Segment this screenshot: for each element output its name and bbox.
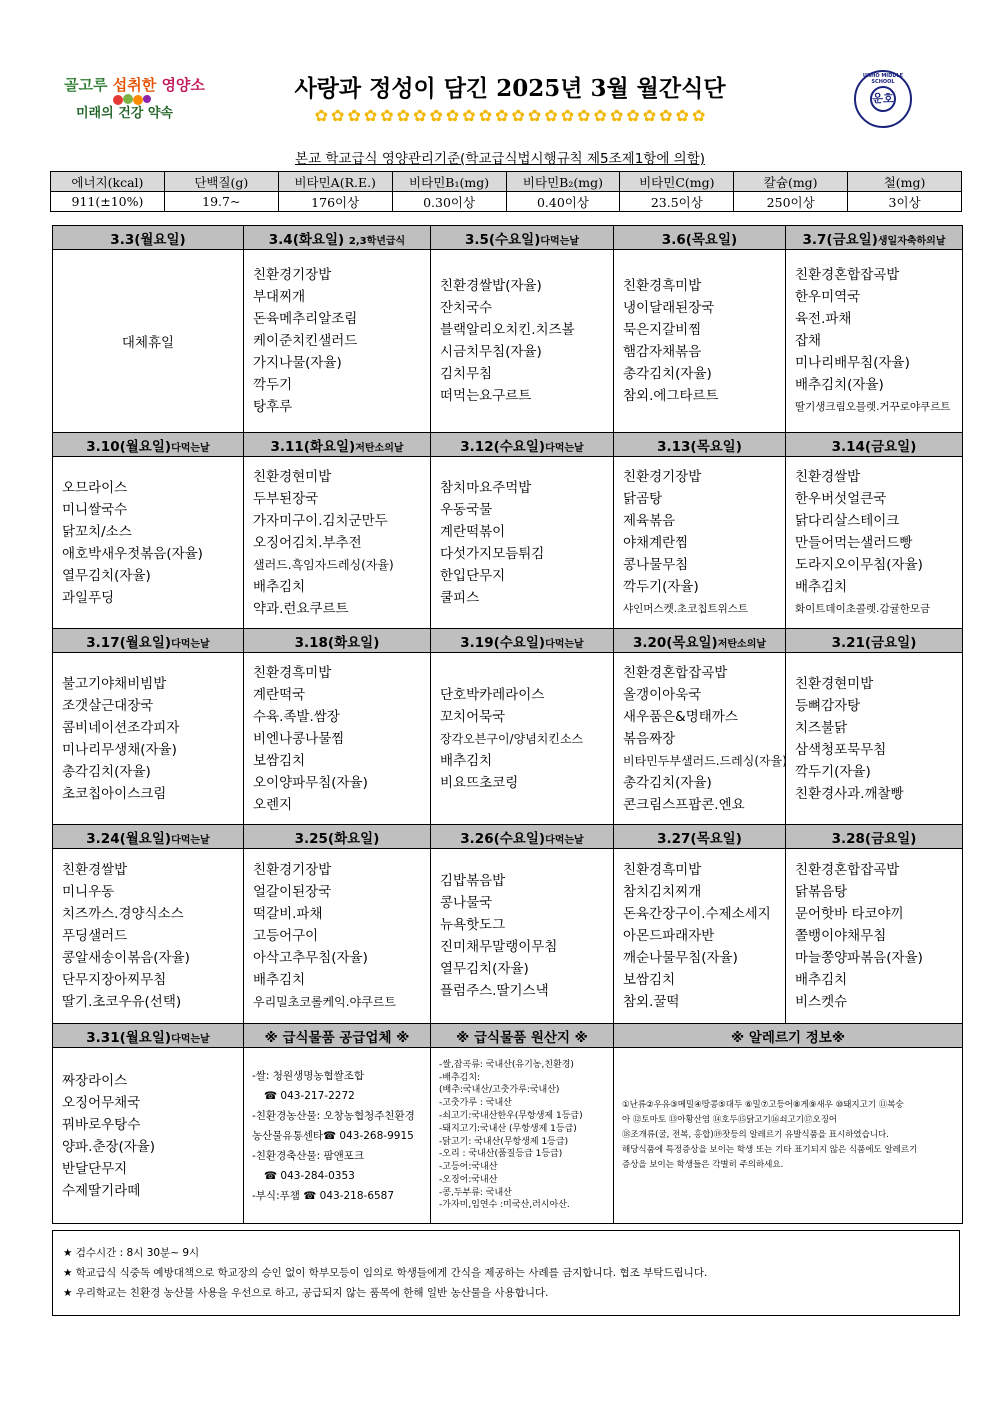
menu-items	[253, 264, 430, 418]
logo-text-4: 미래의 건강 약속	[76, 106, 173, 121]
menu-item: 닭다리살스테이크	[795, 512, 900, 529]
menu-item: 블랙알리오치킨.치즈볼	[440, 322, 575, 338]
menu-item: 시금치무침(자율)	[440, 344, 542, 360]
day-header	[786, 226, 963, 250]
nutrient-value: 176이상	[278, 192, 392, 212]
day-menu-cell	[614, 653, 786, 825]
nutrient-header: 칼슘(mg)	[734, 172, 848, 192]
menu-item: 우리밀초코롤케익.야쿠르트	[253, 995, 396, 1009]
menu-item: 묵은지갈비찜	[623, 322, 702, 338]
day-header	[431, 433, 614, 457]
menu-item: 잡채	[795, 333, 822, 349]
logo-text-3: 영양소	[161, 76, 205, 94]
origin-line: -고등어:국내산	[439, 1162, 498, 1173]
day-date: 3.31(월요일)	[86, 1029, 172, 1046]
menu-item: 김치무침	[440, 366, 493, 382]
nutrient-value: 19.7~	[164, 192, 278, 212]
menu-item: 돈육메추리알조림	[253, 311, 358, 327]
school-seal	[854, 70, 912, 128]
menu-item: 탕후루	[253, 399, 293, 415]
day-date: 3.27(목요일)	[657, 830, 742, 847]
menu-item: 등뼈감자탕	[795, 697, 861, 714]
menu-item: 떠먹는요구르트	[440, 388, 532, 404]
menu-items	[795, 264, 962, 418]
menu-item: 단호박카레라이스	[440, 686, 545, 703]
nutrient-header: 비타민B₁(mg)	[392, 172, 506, 192]
menu-item: 한입단무지	[440, 567, 506, 584]
supplier-header: ※ 급식물품 공급업체 ※	[244, 1024, 431, 1048]
menu-item: 비요뜨초코링	[440, 774, 519, 791]
day-header	[614, 825, 786, 849]
day-header	[786, 825, 963, 849]
day-menu-cell	[53, 457, 244, 629]
menu-item: 수육.족발.쌈장	[253, 708, 340, 725]
menu-items	[623, 466, 785, 620]
menu-item: 오므라이스	[62, 479, 128, 496]
allergy-header: ※ 알레르기 정보※	[614, 1024, 963, 1048]
day-menu-cell	[786, 250, 963, 433]
menu-item: 떡갈비.파채	[253, 906, 323, 922]
day-header	[431, 226, 614, 250]
day-header	[244, 629, 431, 653]
menu-item: 다섯가지모듬튀김	[440, 545, 545, 562]
menu-item: 계란떡국	[253, 686, 306, 703]
day-date: 3.21(금요일)	[831, 634, 917, 651]
menu-item: 친환경흑미밥	[253, 664, 332, 681]
day-header	[786, 433, 963, 457]
menu-item: 친환경흑미밥	[623, 278, 702, 294]
day-date: 3.4(화요일)	[268, 231, 349, 248]
seal-center-text: 운호	[870, 86, 896, 112]
day-menu-cell	[614, 457, 786, 629]
day-date: 3.10(월요일)	[86, 438, 172, 455]
menu-item: 열무김치(자율)	[440, 961, 529, 977]
menu-item: 배추김치	[795, 578, 848, 595]
page-title: 사랑과 정성이 담긴 2025년 3월 월간식단	[294, 75, 726, 102]
menu-item: 푸딩샐러드	[62, 928, 128, 944]
menu-item: 김밥볶음밥	[440, 873, 506, 889]
allergy-line: 아 ⑫토마토 ⑬아황산염 ⑭호두⑮닭고기⑯쇠고기⑰오징어	[622, 1115, 838, 1125]
menu-item-dessert: 화이트데이초콜렛.감귤한모금	[795, 602, 931, 615]
menu-items	[253, 859, 430, 1013]
menu-item: 샐러드.흑임자드레싱(자율)	[253, 557, 394, 572]
day-menu-cell	[786, 457, 963, 629]
menu-item: 총각김치(자율)	[62, 763, 151, 780]
menu-item: 삼색청포묵무침	[795, 741, 887, 758]
notice-snack-policy: ★ 학교급식 식중독 예방대책으로 학교장의 승인 없이 학부모등이 임의로 학생들에게 간식을 제공하는 사례를 금지합니다. 협조 부탁드립니다.	[63, 1267, 708, 1279]
menu-item: 쿨피스	[440, 589, 480, 606]
menu-item: 고등어구이	[253, 928, 319, 944]
day-note: 다먹는날	[171, 638, 210, 650]
nutrient-value: 911(±10%)	[51, 192, 165, 212]
supplier-line: ☎ 043-217-2272	[264, 1089, 355, 1102]
menu-item: 친환경혼합잡곡밥	[795, 862, 900, 878]
menu-items	[62, 477, 243, 609]
menu-item: 콩나물국	[440, 895, 493, 911]
menu-item: 잔치국수	[440, 300, 493, 316]
menu-item: 미나리배무침(자율)	[795, 355, 910, 371]
menu-item: 친환경현미밥	[253, 468, 332, 485]
notice-inspection-time: ★ 검수시간 : 8시 30분~ 9시	[63, 1247, 200, 1259]
menu-item: 배추김치	[253, 578, 306, 595]
menu-item: 친환경사과.깨찰빵	[795, 785, 904, 802]
menu-item: 수제딸기라떼	[62, 1182, 141, 1199]
menu-item: 진미채무말랭이무침	[440, 939, 558, 955]
menu-item: 친환경흑미밥	[623, 862, 702, 878]
supplier-line: -친환경농산물: 오창농협청주친환경	[252, 1109, 415, 1122]
menu-item: 제육볶음	[623, 512, 676, 529]
origin-cell	[431, 1048, 614, 1224]
menu-item: 미니쌀국수	[62, 501, 128, 518]
menu-item: 깨순나물무침(자율)	[623, 950, 738, 966]
menu-item: 쫄뱅이야채무침	[795, 928, 887, 944]
allergy-line: 증상을 보이는 학생들은 각별히 주의하세요.	[622, 1160, 784, 1170]
nutrient-value: 23.5이상	[620, 192, 734, 212]
day-menu-cell	[244, 457, 431, 629]
menu-item: 보쌈김치	[623, 972, 676, 988]
day-header	[614, 226, 786, 250]
menu-item: 치즈까스.경양식소스	[62, 906, 184, 922]
day-date: 3.7(금요일)	[802, 231, 878, 248]
day-menu-cell	[244, 653, 431, 825]
menu-item: 애호박새우젓볶음(자율)	[62, 545, 203, 562]
supplier-line: -친환경축산물: 팜앤포크	[252, 1149, 365, 1162]
day-date: 3.3(월요일)	[110, 231, 186, 248]
day-note: 생일자축하의날	[877, 235, 946, 247]
nutrient-value: 3이상	[848, 192, 962, 212]
menu-items	[440, 477, 613, 609]
menu-item: 도라지오이무침(자율)	[795, 556, 923, 573]
menu-item: 참외.꿀떡	[623, 994, 680, 1010]
nutrition-standard-title: 본교 학교급식 영양관리기준(학교급식법시행규칙 제5조제1항에 의함)	[294, 151, 706, 167]
menu-item: 꿔바로우탕수	[62, 1116, 141, 1133]
supplier-list	[252, 1066, 430, 1206]
logo-text-2: 섭취한	[112, 76, 157, 94]
supplier-line: ☎ 043-284-0353	[264, 1169, 355, 1182]
menu-item: 육전.파채	[795, 311, 852, 327]
day-menu-cell	[53, 849, 244, 1024]
seal-ring-text: UNHO MIDDLE SCHOOL	[862, 73, 904, 85]
day-header	[614, 629, 786, 653]
menu-items	[62, 859, 243, 1013]
nutrient-value: 0.30이상	[392, 192, 506, 212]
menu-item: 계란떡볶이	[440, 523, 506, 540]
menu-item: 오렌지	[253, 796, 293, 813]
supplier-line: -쌀: 청원생명농협쌀조합	[252, 1069, 365, 1082]
origin-line: -쌀,잡곡류: 국내산(유기농,친환경)	[439, 1059, 574, 1070]
notice-eco-produce: ★ 우리학교는 친환경 농산물 사용을 우선으로 하고, 공급되지 않는 품목에 한해 일반 농산물을 사용합니다.	[63, 1287, 549, 1299]
menu-item: 닭꼬치/소스	[62, 523, 132, 540]
menu-item: 배추김치	[253, 972, 306, 988]
menu-item: 비스켓슈	[795, 994, 848, 1010]
menu-item: 비타민두부샐러드.드레싱(자율)	[623, 753, 787, 768]
menu-item: 총각김치(자율)	[623, 366, 712, 382]
menu-item: 마늘쫑양파볶음(자율)	[795, 950, 923, 966]
menu-item: 반달단무지	[62, 1160, 128, 1177]
menu-item: 야채계란찜	[623, 534, 689, 551]
menu-item: 친환경현미밥	[795, 675, 874, 692]
supplier-cell	[244, 1048, 431, 1224]
day-header	[614, 433, 786, 457]
menu-item: 부대찌개	[253, 289, 306, 305]
day-header	[53, 226, 244, 250]
day-date: 3.25(화요일)	[294, 830, 380, 847]
menu-items	[62, 1070, 243, 1202]
menu-item-dessert: 딸기생크림오믈렛.거꾸로야쿠르트	[795, 401, 951, 413]
menu-item: 새우품은&명태까스	[623, 708, 738, 725]
monthly-menu-table	[52, 225, 963, 1224]
origin-line: (배추:국내산/고춧가루:국내산)	[439, 1085, 560, 1096]
day-header	[431, 825, 614, 849]
day-date: 3.28(금요일)	[831, 830, 917, 847]
menu-item: 돈육간장구이.수제소세지	[623, 906, 771, 922]
menu-item: 우동국물	[440, 501, 493, 518]
day-date: 3.17(월요일)	[86, 634, 172, 651]
day-cell-3-31	[53, 1048, 244, 1224]
day-header	[53, 629, 244, 653]
origin-list	[439, 1059, 613, 1213]
menu-items	[795, 859, 962, 1013]
day-menu-cell	[614, 849, 786, 1024]
allergy-line: 해당식품에 특정증상을 보이는 학생 또는 기타 표기되지 않은 식품에도 알레르기	[622, 1145, 918, 1155]
logo-text-1: 골고루	[64, 76, 108, 94]
allergy-line: ①난류②우유③메밀④땅콩⑤대두 ⑥밀⑦고등어⑧게⑨새우 ⑩돼지고기 ⑪복숭	[622, 1100, 904, 1110]
origin-line: -가자미,임연수 :미국산,러시아산.	[439, 1200, 570, 1211]
week-rows	[53, 226, 963, 1024]
day-date: 3.20(목요일)	[632, 634, 718, 651]
menu-item: 콩알새송이볶음(자율)	[62, 950, 190, 966]
menu-item: 올갱이아욱국	[623, 686, 702, 703]
day-note: 다먹는날	[545, 442, 584, 454]
day-date: 3.13(목요일)	[657, 438, 742, 455]
day-header	[244, 226, 431, 250]
menu-item: 콘크림스프팝콘.엔요	[623, 796, 745, 813]
menu-item: 조갯살근대장국	[62, 697, 154, 714]
day-note: 다먹는날	[545, 834, 584, 846]
menu-item: 햄감자채볶음	[623, 344, 702, 360]
supplier-line: -부식:푸챔 ☎ 043-218-6587	[252, 1189, 395, 1202]
menu-item: 참외.에그타르트	[623, 388, 719, 404]
menu-item: 케이준치킨샐러드	[253, 333, 358, 349]
menu-item: 아삭고추무침(자율)	[253, 950, 368, 966]
day-menu-cell	[786, 653, 963, 825]
day-date: 3.6(목요일)	[661, 231, 738, 248]
day-note: 다먹는날	[171, 442, 210, 454]
menu-items	[253, 662, 430, 816]
menu-items	[795, 466, 962, 620]
menu-item: 오이양파무침(자율)	[253, 774, 368, 791]
menu-item: 참치김치찌개	[623, 884, 702, 900]
menu-items	[623, 859, 785, 1013]
menu-items	[440, 870, 613, 1002]
menu-item: 딸기.초코우유(선택)	[62, 994, 182, 1010]
menu-item: 뉴욕핫도그	[440, 917, 506, 933]
day-menu-cell	[244, 849, 431, 1024]
day-date: 3.26(수요일)	[460, 830, 546, 847]
menu-item: 불고기야채비빔밥	[62, 675, 167, 692]
menu-item: 얼갈이된장국	[253, 884, 332, 900]
origin-line: -오리 : 국내산(품질등급 1등급)	[439, 1149, 563, 1160]
menu-items	[62, 673, 243, 805]
menu-item: 친환경쌀밥	[62, 862, 128, 878]
day-header	[786, 629, 963, 653]
menu-items	[623, 275, 785, 407]
menu-item: 배추김치(자율)	[795, 377, 884, 393]
nutrition-standard-table	[50, 171, 962, 212]
menu-item: 양파.춘장(자율)	[62, 1138, 156, 1155]
menu-item: 두부된장국	[253, 490, 319, 507]
menu-item: 콩나물무침	[623, 556, 689, 573]
menu-item: 친환경기장밥	[623, 468, 702, 485]
menu-item: 한우미역국	[795, 289, 861, 305]
origin-line: -닭고기: 국내산(무항생제 1등급)	[439, 1136, 569, 1147]
menu-item: 닭볶음탕	[795, 884, 848, 900]
day-date: 3.24(월요일)	[86, 830, 172, 847]
day-header	[53, 825, 244, 849]
menu-item: 짜장라이스	[62, 1072, 128, 1089]
day-menu-cell: 대체휴일	[53, 250, 244, 433]
allergy-cell	[614, 1048, 963, 1224]
menu-item: 열무김치(자율)	[62, 567, 151, 584]
day-date: 3.18(화요일)	[294, 634, 380, 651]
menu-item: 만들어먹는샐러드빵	[795, 534, 913, 551]
menu-item: 미니우동	[62, 884, 115, 900]
nutrient-value: 0.40이상	[506, 192, 620, 212]
day-menu-cell	[431, 250, 614, 433]
menu-item: 플럼주스.딸기스낵	[440, 983, 549, 999]
origin-header: ※ 급식물품 원산지 ※	[431, 1024, 614, 1048]
menu-items	[253, 466, 430, 620]
allergy-list	[622, 1098, 956, 1173]
origin-line: -돼지고기:국내산 (무항생제 1등급)	[439, 1123, 577, 1134]
allergy-line: ⑱조개류(굴, 전복, 홍합)⑲잣등의 알레르기 유발식품을 표시하였습니다.	[622, 1130, 889, 1140]
day-menu-cell	[431, 653, 614, 825]
origin-line: -콩,두부류: 국내산	[439, 1187, 512, 1198]
day-note: 저탄소의날	[355, 442, 404, 454]
menu-item-dessert: 샤인머스켓.초코칩트위스트	[623, 602, 749, 615]
menu-item: 총각김치(자율)	[623, 774, 712, 791]
menu-item: 깍두기	[253, 377, 293, 393]
menu-item: 문어핫바 타코야끼	[795, 906, 904, 922]
menu-item: 과일푸딩	[62, 589, 115, 606]
menu-item: 보쌈김치	[253, 752, 306, 769]
menu-item: 친환경쌀밥	[795, 468, 861, 485]
nutrient-header: 단백질(g)	[164, 172, 278, 192]
nutrient-header: 철(mg)	[848, 172, 962, 192]
menu-item: 치즈불닭	[795, 719, 848, 736]
day-header	[431, 629, 614, 653]
menu-item: 오징어김치.부추전	[253, 534, 362, 551]
day-menu-cell	[431, 849, 614, 1024]
menu-item: 약과.런요쿠르트	[253, 600, 349, 617]
day-date: 3.12(수요일)	[460, 438, 546, 455]
nutrient-header: 에너지(kcal)	[51, 172, 165, 192]
menu-items	[795, 673, 962, 805]
origin-line: -고춧가루 : 국내산	[439, 1098, 512, 1109]
menu-item: 가자미구이.김치군만두	[253, 512, 388, 529]
menu-item: 배추김치	[440, 752, 493, 769]
menu-item: 닭곰탕	[623, 490, 663, 507]
menu-item: 가지나물(자율)	[253, 355, 342, 371]
menu-item: 친환경혼합잡곡밥	[623, 664, 728, 681]
day-menu-cell	[786, 849, 963, 1024]
nutrient-header: 비타민C(mg)	[620, 172, 734, 192]
day-note: 다먹는날	[540, 235, 580, 247]
menu-items	[440, 275, 613, 407]
menu-item: 콤비네이션조각피자	[62, 719, 180, 736]
day-menu-cell	[244, 250, 431, 433]
menu-item: 배추김치	[795, 972, 848, 988]
origin-line: -쇠고기:국내산한우(무항생제 1등급)	[439, 1110, 583, 1121]
menu-item: 한우버섯얼큰국	[795, 490, 887, 507]
day-menu-cell	[431, 457, 614, 629]
origin-line: -오징어:국내산	[439, 1174, 498, 1185]
day-date: 3.5(수요일)	[464, 231, 541, 248]
nutrient-value: 250이상	[734, 192, 848, 212]
menu-item: 오징어무채국	[62, 1094, 141, 1111]
menu-item: 깍두기(자율)	[623, 578, 699, 595]
nutrition-logo	[62, 74, 208, 126]
day-note: 2,3학년급식	[348, 235, 406, 247]
day-note: 다먹는날	[545, 638, 584, 650]
menu-item: 비엔나콩나물찜	[253, 730, 345, 747]
menu-item: 아몬드파래자반	[623, 928, 715, 944]
day-note: 저탄소의날	[717, 638, 767, 650]
day-note: 다먹는날	[171, 834, 210, 846]
day-header	[53, 433, 244, 457]
menu-item: 볶음짜장	[623, 730, 676, 747]
day-header	[244, 433, 431, 457]
day-header	[244, 825, 431, 849]
menu-item: 냉이달래된장국	[623, 300, 715, 316]
menu-item: 초코칩아이스크림	[62, 785, 167, 802]
menu-item: 깍두기(자율)	[795, 763, 871, 780]
menu-item: 꼬치어묵국	[440, 708, 506, 725]
flower-decoration: ✿ ✿ ✿ ✿ ✿ ✿ ✿ ✿ ✿ ✿ ✿ ✿ ✿ ✿ ✿ ✿ ✿ ✿ ✿ ✿ ✿ ✿ ✿ ✿	[314, 106, 706, 125]
menu-item: 친환경기장밥	[253, 862, 332, 878]
notice-box	[52, 1230, 960, 1316]
menu-item: 단무지장아찌무침	[62, 972, 167, 988]
menu-items	[623, 662, 785, 816]
menu-item: 친환경쌀밥(자율)	[440, 278, 542, 294]
nutrient-header: 비타민B₂(mg)	[506, 172, 620, 192]
menu-item: 친환경기장밥	[253, 267, 332, 283]
menu-item: 참치마요주먹밥	[440, 479, 532, 496]
menu-item: 미나리무생채(자율)	[62, 741, 177, 758]
day-menu-cell	[614, 250, 786, 433]
supplier-line: 농산물유통센타☎ 043-268-9915	[252, 1129, 414, 1142]
menu-item: 장각오븐구이/양념치킨소스	[440, 731, 584, 746]
day-date: 3.11(화요일)	[270, 438, 356, 455]
nutrient-header: 비타민A(R.E.)	[278, 172, 392, 192]
day-note: 다먹는날	[171, 1033, 210, 1045]
day-menu-cell	[53, 653, 244, 825]
day-header	[53, 1024, 244, 1048]
day-date: 3.19(수요일)	[460, 634, 546, 651]
day-date: 3.14(금요일)	[831, 438, 917, 455]
origin-line: -배추김치:	[439, 1072, 481, 1083]
menu-items	[440, 684, 613, 794]
menu-item: 친환경혼합잡곡밥	[795, 267, 900, 283]
